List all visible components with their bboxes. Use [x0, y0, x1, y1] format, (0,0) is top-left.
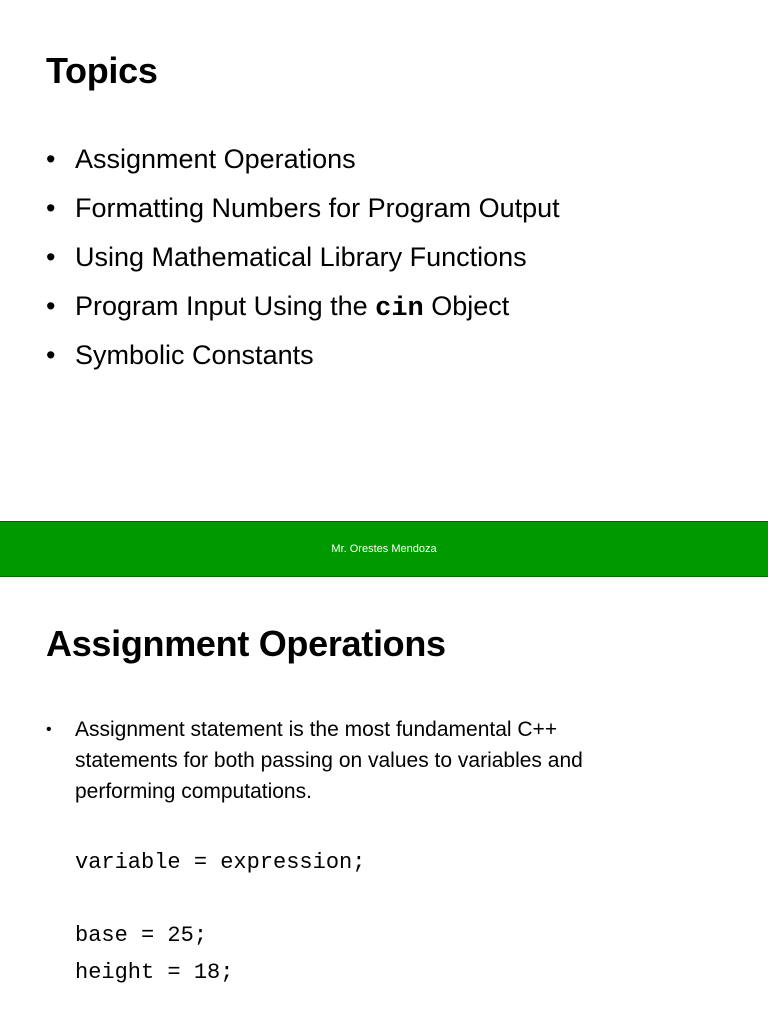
bullet-line: Assignment statement is the most fundamental C++	[75, 718, 558, 741]
slide-title-assignment: Assignment Operations	[46, 623, 446, 664]
list-item	[46, 141, 560, 190]
bullet-icon: •	[46, 340, 56, 370]
code-line: base = 25;	[75, 923, 208, 948]
list-item-text: Formatting Numbers for Program Output	[75, 193, 560, 223]
topics-list	[46, 141, 560, 386]
list-item-text: Using Mathematical Library Functions	[75, 242, 527, 272]
list-item-text-post: Object	[423, 291, 510, 321]
slide-title-topics: Topics	[46, 50, 158, 91]
bullet-icon: •	[46, 721, 52, 738]
code-line: height = 18;	[75, 960, 234, 985]
bullet-line: performing computations.	[75, 780, 312, 803]
list-item-text: Assignment Operations	[75, 144, 356, 174]
list-item	[46, 714, 583, 807]
list-item	[46, 190, 560, 239]
list-item	[46, 288, 560, 337]
list-item-text: Symbolic Constants	[75, 340, 314, 370]
list-item-text-pre: Program Input Using the	[75, 291, 376, 321]
slide-footer-bar	[0, 521, 768, 577]
bullet-icon: •	[46, 144, 56, 174]
code-line: variable = expression;	[75, 850, 366, 875]
bullet-icon: •	[46, 291, 56, 321]
bullet-line: statements for both passing on values to variables and	[75, 749, 583, 772]
bullet-icon: •	[46, 242, 56, 272]
list-item	[46, 337, 560, 386]
list-item-code: cin	[375, 294, 424, 324]
list-item	[46, 239, 560, 288]
assignment-bullets	[46, 714, 583, 807]
bullet-icon: •	[46, 193, 56, 223]
footer-author: Mr. Orestes Mendoza	[331, 543, 437, 555]
